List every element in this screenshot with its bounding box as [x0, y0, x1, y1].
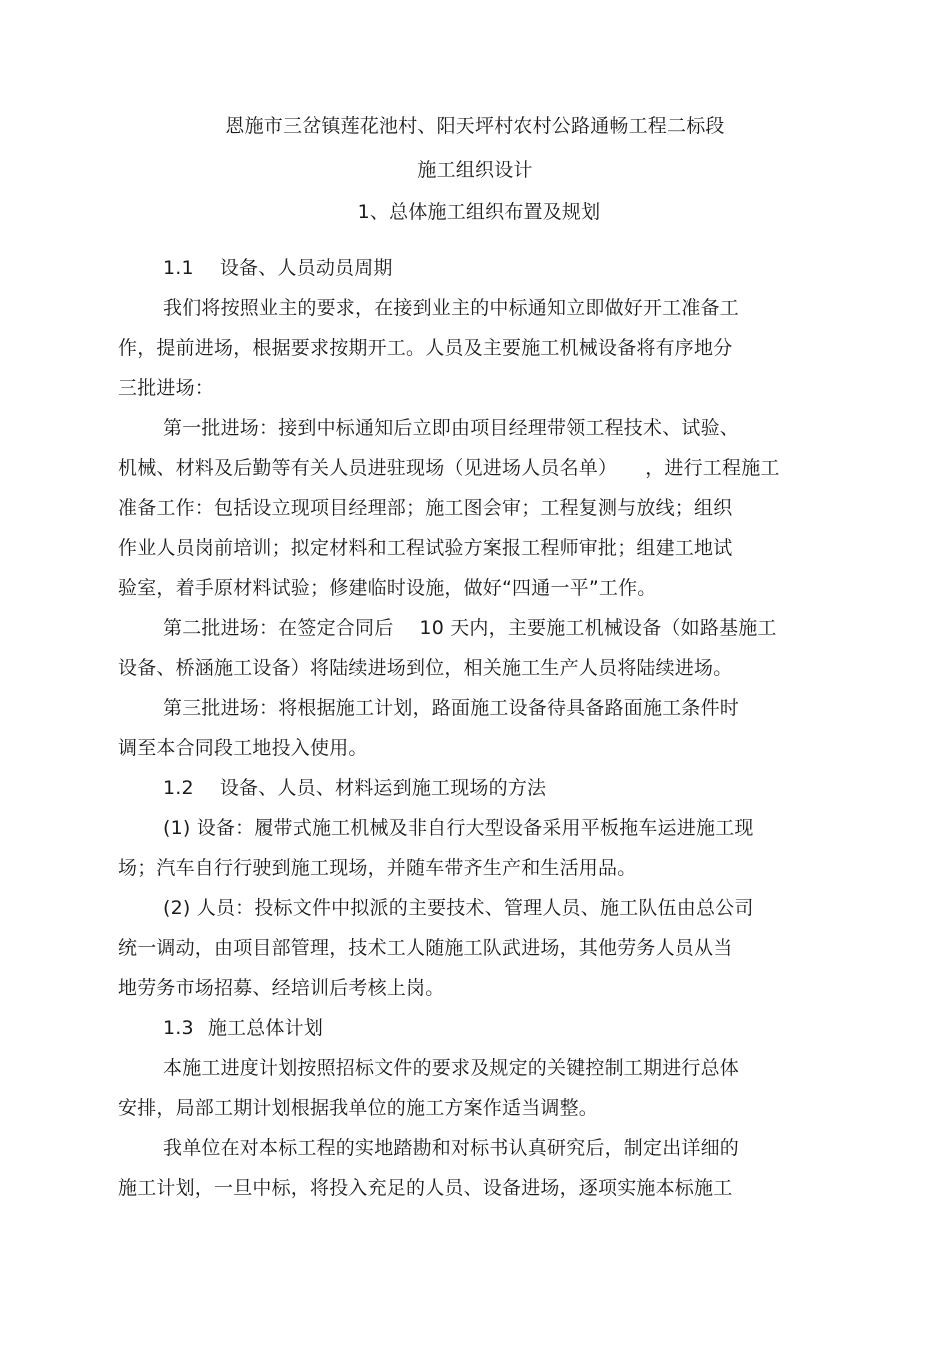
paragraph-line: 本施工进度计划按照招标文件的要求及规定的关键控制工期进行总体	[163, 1057, 740, 1079]
section-title: 施工总体计划	[207, 1017, 324, 1039]
paragraph-line: 第一批进场：接到中标通知后立即由项目经理带领工程技术、试验、	[163, 417, 740, 439]
section-number: 1.2	[163, 777, 194, 799]
document-subtitle: 施工组织设计	[417, 159, 533, 181]
paragraph-line: 作业人员岗前培训；拟定材料和工程试验方案报工程师审批；组建工地试	[118, 537, 733, 559]
text-run: 10 天内，主要施工机械设备（如路基施工	[419, 617, 777, 639]
section-1-1-heading	[163, 256, 393, 280]
section-number: 1.3	[163, 1017, 194, 1039]
section-title: 设备、人员、材料运到施工现场的方法	[219, 777, 547, 799]
paragraph-line: 我们将按照业主的要求，在接到业主的中标通知立即做好开工准备工	[163, 297, 740, 319]
paragraph-line: 第三批进场：将根据施工计划，路面施工设备待具备路面施工条件时	[163, 697, 740, 719]
section-1-2-heading	[163, 776, 546, 800]
paragraph-line: 调至本合同段工地投入使用。	[118, 737, 368, 759]
section-1-3-heading	[163, 1016, 323, 1040]
text-run: ，进行工程施工	[645, 457, 780, 479]
paragraph-line: 准备工作：包括设立现项目经理部；施工图会审；工程复测与放线；组织	[118, 497, 733, 519]
paragraph-line: 安排，局部工期计划根据我单位的施工方案作适当调整。	[118, 1097, 599, 1119]
paragraph-line: 作，提前进场，根据要求按期开工。人员及主要施工机械设备将有序地分	[118, 337, 733, 359]
paragraph-line: 统一调动，由项目部管理，技术工人随施工队武进场，其他劳务人员从当	[118, 937, 733, 959]
section-number: 1.1	[163, 257, 194, 279]
paragraph-line	[118, 456, 780, 480]
paragraph-line: 施工计划，一旦中标，将投入充足的人员、设备进场，逐项实施本标施工	[118, 1177, 733, 1199]
paragraph-line: 设备、桥涵施工设备）将陆续进场到位，相关施工生产人员将陆续进场。	[118, 657, 733, 679]
paragraph-line: 三批进场：	[118, 377, 215, 399]
paragraph-line: (2) 人员：投标文件中拟派的主要技术、管理人员、施工队伍由总公司	[163, 897, 754, 919]
paragraph-line: 场；汽车自行行驶到施工现场，并随车带齐生产和生活用品。	[118, 857, 637, 879]
paragraph-line: 我单位在对本标工程的实地踏勘和对标书认真研究后，制定出详细的	[163, 1137, 740, 1159]
paragraph-line: 验室，着手原材料试验；修建临时设施，做好“四通一平”工作。	[118, 577, 657, 599]
text-run: 第二批进场：在签定合同后	[163, 617, 394, 639]
section-title: 设备、人员动员周期	[219, 257, 393, 279]
section-1-heading: 1、总体施工组织布置及规划	[357, 201, 601, 223]
document-title: 恩施市三岔镇莲花池村、阳天坪村农村公路通畅工程二标段	[225, 115, 725, 137]
paragraph-line: (1) 设备：履带式施工机械及非自行大型设备采用平板拖车运进施工现	[163, 817, 754, 839]
text-run: 机械、材料及后勤等有关人员进驻现场（见进场人员名单）	[118, 457, 618, 479]
paragraph-line: 地劳务市场招募、经培训后考核上岗。	[118, 977, 445, 999]
paragraph-line	[163, 616, 777, 640]
